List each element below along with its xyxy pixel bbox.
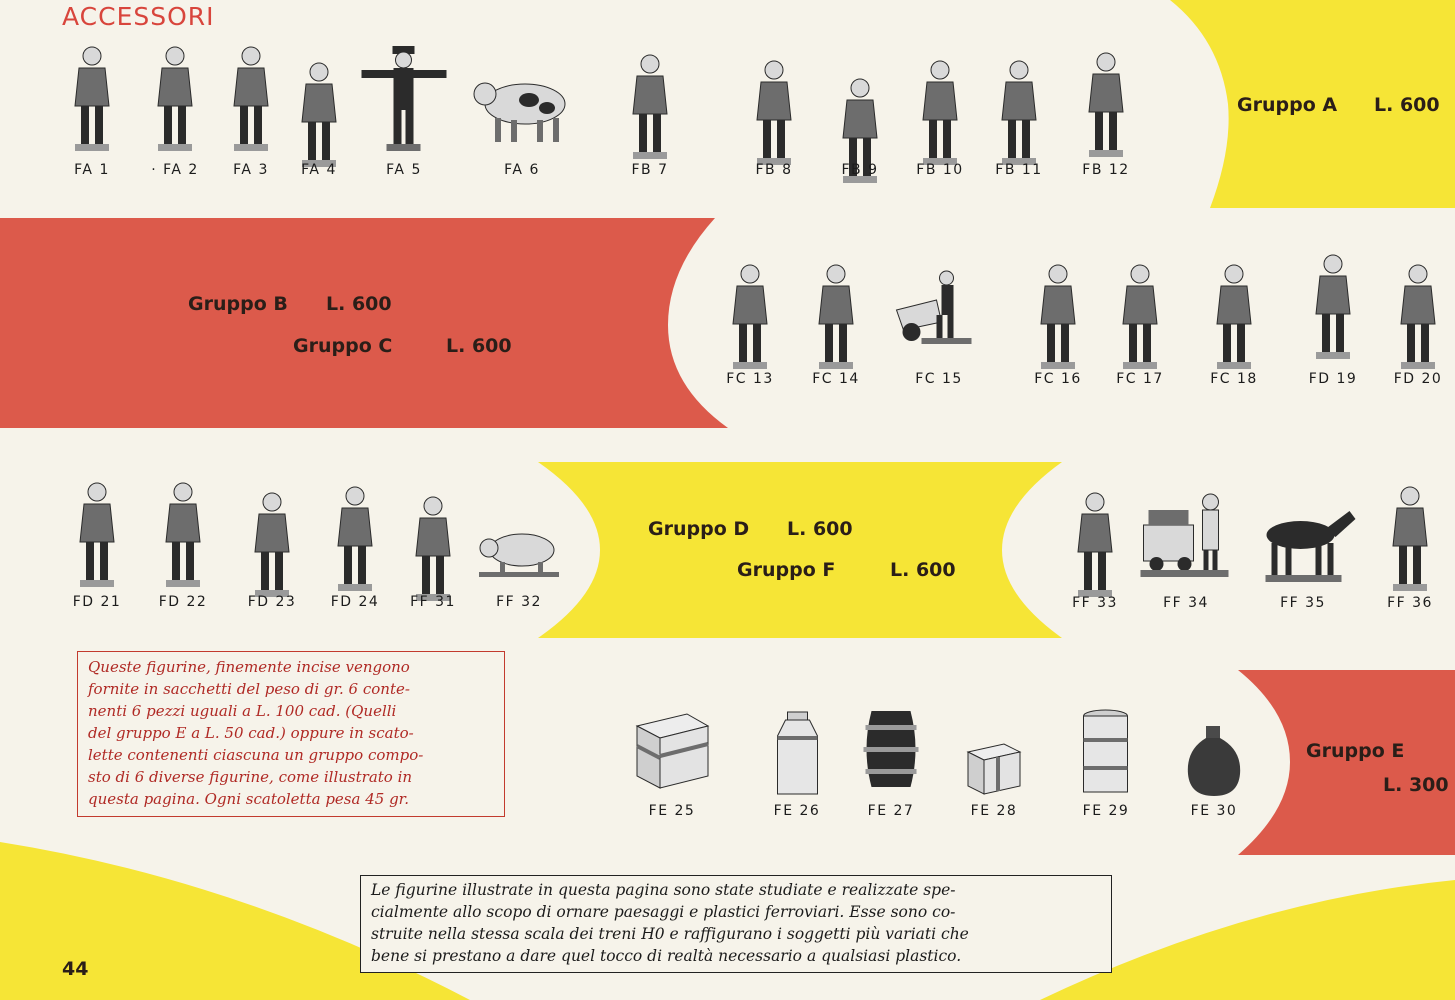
red-band-left xyxy=(0,218,728,428)
item-code-label: FC 16 xyxy=(1034,371,1082,387)
item-code-label: FD 24 xyxy=(330,594,380,610)
item-code-label: FB 8 xyxy=(755,162,793,178)
item-code-label: FA 5 xyxy=(386,162,422,178)
group-c-name: Gruppo C xyxy=(293,335,393,357)
page-number: 44 xyxy=(62,958,89,980)
group-a-price: L. 600 xyxy=(1374,94,1440,116)
group-a-name: Gruppo A xyxy=(1237,94,1338,116)
figure-icon xyxy=(915,58,965,168)
yellow-band-middle xyxy=(538,462,1062,638)
group-f-name: Gruppo F xyxy=(737,559,836,581)
note-line: Queste figurine, finemente incise vengono xyxy=(88,658,410,676)
jug-icon xyxy=(1184,724,1244,799)
note-line: lette contenenti ciascuna un gruppo compo- xyxy=(88,746,424,764)
policeman-icon xyxy=(357,44,452,154)
figure-icon xyxy=(247,490,297,600)
figure-icon xyxy=(72,480,122,590)
cart-icon xyxy=(1139,490,1234,580)
item-code-label: FC 14 xyxy=(812,371,860,387)
figure-icon xyxy=(330,484,380,594)
horse-icon xyxy=(1246,503,1361,583)
item-code-label: FB 10 xyxy=(916,162,964,178)
figure-icon xyxy=(226,44,276,154)
group-d-name: Gruppo D xyxy=(648,518,750,540)
note-line: nenti 6 pezzi uguali a L. 100 cad. (Quelli xyxy=(88,702,397,720)
item-code-label: FA 1 xyxy=(74,162,110,178)
item-code-label: FF 34 xyxy=(1163,595,1209,611)
item-code-label: FB 9 xyxy=(841,162,879,178)
figure-icon xyxy=(1308,252,1358,362)
item-code-label: FC 13 xyxy=(726,371,774,387)
figure-icon xyxy=(408,494,458,604)
group-e-price: L. 300 xyxy=(1383,774,1449,796)
milk-can-icon xyxy=(770,710,825,800)
note-line: del gruppo E a L. 50 cad.) oppure in scato- xyxy=(88,724,414,742)
item-code-label: FF 32 xyxy=(496,594,542,610)
item-code-label: FD 22 xyxy=(158,594,208,610)
figure-icon xyxy=(1385,484,1435,594)
note-line: fornite in sacchetti del peso di gr. 6 conte- xyxy=(88,680,410,698)
wheelbarrow-icon xyxy=(892,270,987,345)
item-code-label: FB 12 xyxy=(1082,162,1130,178)
description-note xyxy=(360,875,1112,973)
item-code-label: · FA 2 xyxy=(151,162,199,178)
item-code-label: FB 7 xyxy=(631,162,669,178)
item-code-label: FE 30 xyxy=(1190,803,1238,819)
figure-icon xyxy=(994,58,1044,168)
item-code-label: FE 25 xyxy=(648,803,696,819)
item-code-label: FC 15 xyxy=(915,371,963,387)
item-code-label: FF 33 xyxy=(1072,595,1118,611)
note-line: cialmente allo scopo di ornare paesaggi e plastici ferroviari. Esse sono co- xyxy=(371,903,956,921)
drum-icon xyxy=(1079,708,1134,798)
note-line: questa pagina. Ogni scatoletta pesa 45 gr. xyxy=(88,790,409,808)
figure-icon xyxy=(1033,262,1083,372)
figure-icon xyxy=(294,60,344,170)
note-line: Le figurine illustrate in questa pagina sono state studiate e realizzate spe- xyxy=(371,881,956,899)
figure-icon xyxy=(1115,262,1165,372)
cow-icon xyxy=(467,66,577,146)
figure-icon xyxy=(1081,50,1131,160)
figure-icon xyxy=(1393,262,1443,372)
crate-icon xyxy=(632,706,712,791)
figure-icon xyxy=(150,44,200,154)
bag-info-note xyxy=(77,651,505,817)
item-code-label: FF 36 xyxy=(1387,595,1433,611)
figure-icon xyxy=(1209,262,1259,372)
item-code-label: FD 23 xyxy=(247,594,297,610)
figure-icon xyxy=(67,44,117,154)
group-b-name: Gruppo B xyxy=(188,293,288,315)
figure-icon xyxy=(811,262,861,372)
item-code-label: FE 29 xyxy=(1082,803,1130,819)
note-line: sto di 6 diverse figurine, come illustrato in xyxy=(88,768,413,786)
barrel-icon xyxy=(864,707,919,792)
group-d-price: L. 600 xyxy=(787,518,853,540)
red-band-right xyxy=(1238,670,1455,855)
page-title: ACCESSORI xyxy=(62,2,215,31)
item-code-label: FF 31 xyxy=(410,594,456,610)
item-code-label: FD 20 xyxy=(1393,371,1443,387)
note-line: struite nella stessa scala dei treni H0 e raffigurano i soggetti più variati che xyxy=(371,925,969,943)
figure-icon xyxy=(158,480,208,590)
item-code-label: FE 26 xyxy=(773,803,821,819)
figure-icon xyxy=(625,52,675,162)
item-code-label: FF 35 xyxy=(1280,595,1326,611)
group-e-name: Gruppo E xyxy=(1306,740,1405,762)
item-code-label: FE 28 xyxy=(970,803,1018,819)
group-f-price: L. 600 xyxy=(890,559,956,581)
item-code-label: FA 3 xyxy=(233,162,269,178)
note-line: bene si prestano a dare quel tocco di realtà necessario a qualsiasi plastico. xyxy=(371,947,962,965)
item-code-label: FC 18 xyxy=(1210,371,1258,387)
item-code-label: FA 4 xyxy=(301,162,337,178)
item-code-label: FA 6 xyxy=(504,162,540,178)
figure-icon xyxy=(725,262,775,372)
box-icon xyxy=(964,738,1024,798)
item-code-label: FD 19 xyxy=(1308,371,1358,387)
item-code-label: FC 17 xyxy=(1116,371,1164,387)
group-c-price: L. 600 xyxy=(446,335,512,357)
figure-icon xyxy=(1070,490,1120,600)
item-code-label: FD 21 xyxy=(72,594,122,610)
pig-icon xyxy=(474,524,564,579)
item-code-label: FE 27 xyxy=(867,803,915,819)
item-code-label: FB 11 xyxy=(995,162,1043,178)
group-b-price: L. 600 xyxy=(326,293,392,315)
figure-icon xyxy=(749,58,799,168)
